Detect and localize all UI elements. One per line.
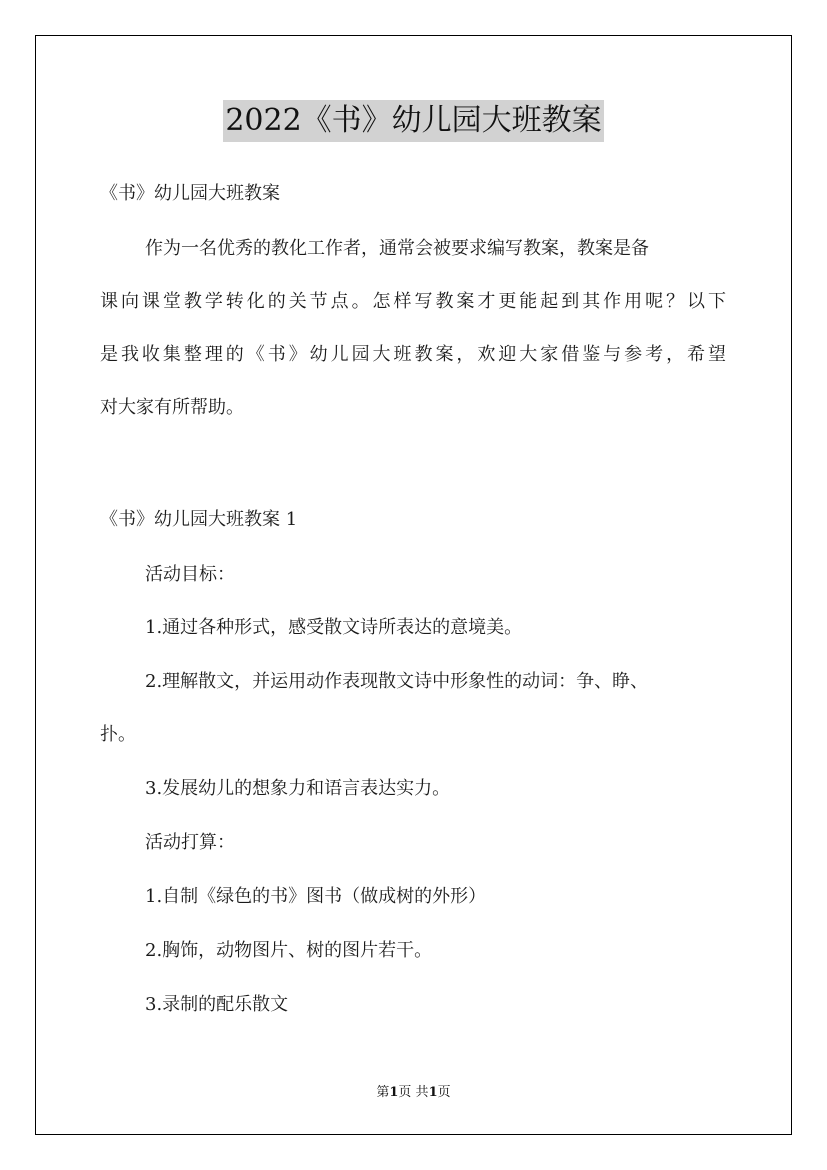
intro-line-2: 课向课堂教学转化的关节点。怎样写教案才更能起到其作用呢？以下	[100, 291, 726, 312]
page-number: 1	[389, 1085, 399, 1100]
goal-2-line-2: 扑。	[100, 724, 136, 745]
intro-line-1: 作为一名优秀的教化工作者，通常会被要求编写教案，教案是备	[145, 238, 649, 259]
prep-1: 1.自制《绿色的书》图书（做成树的外形）	[145, 886, 487, 907]
page-prefix: 第	[376, 1085, 390, 1100]
page-footer	[0, 1084, 827, 1102]
goal-3: 3.发展幼儿的想象力和语言表达实力。	[145, 778, 451, 799]
document-subtitle: 《书》幼儿园大班教案	[100, 183, 280, 204]
goal-1: 1.通过各种形式，感受散文诗所表达的意境美。	[145, 617, 523, 638]
prep-3: 3.录制的配乐散文	[145, 994, 289, 1015]
page-total: 1	[428, 1085, 438, 1100]
section-heading: 《书》幼儿园大班教案 1	[100, 509, 298, 530]
prep-label: 活动打算：	[145, 832, 235, 853]
intro-line-3: 是我收集整理的《书》幼儿园大班教案，欢迎大家借鉴与参考，希望	[100, 344, 726, 365]
title-container	[0, 100, 827, 142]
goals-label: 活动目标：	[145, 564, 235, 585]
prep-2: 2.胸饰，动物图片、树的图片若干。	[145, 940, 433, 961]
intro-line-4: 对大家有所帮助。	[100, 397, 244, 418]
document-title: 2022《书》幼儿园大班教案	[223, 100, 603, 142]
page-suffix: 页	[437, 1085, 451, 1100]
page-mid: 页 共	[398, 1085, 429, 1100]
goal-2-line-1: 2.理解散文，并运用动作表现散文诗中形象性的动词：争、睁、	[145, 671, 649, 692]
